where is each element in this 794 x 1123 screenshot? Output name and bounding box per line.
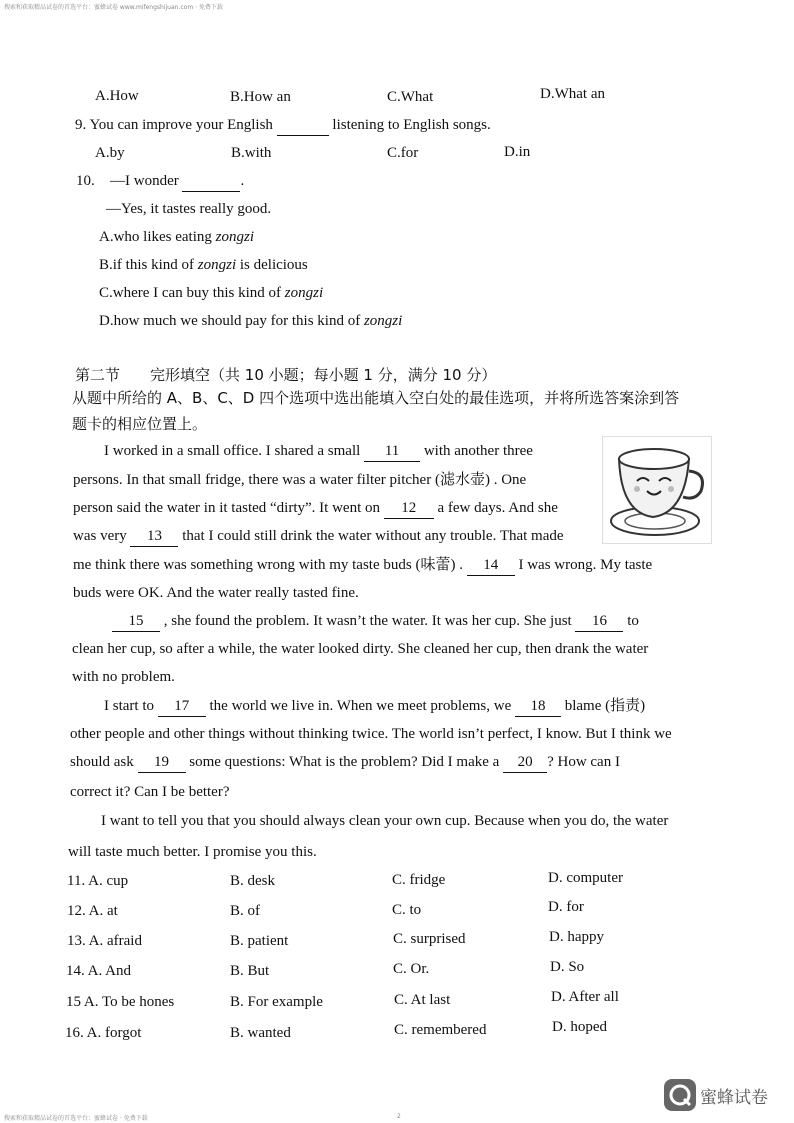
passage-text: the world we live in. When we meet problems, we xyxy=(209,698,512,714)
watermark-logo-icon xyxy=(664,1079,696,1111)
passage-text: me think there was something wrong with my taste buds (味蕾) . xyxy=(73,557,463,573)
passage-line-7 xyxy=(112,611,639,632)
q9-option-d: D.in xyxy=(504,144,531,160)
q10-line2: —Yes, it tastes really good. xyxy=(106,201,272,217)
blank-12: 12 xyxy=(384,498,434,519)
q8-option-c: C.What xyxy=(387,89,434,105)
q8-option-b: B.How an xyxy=(230,89,291,105)
q9-option-b: B.with xyxy=(231,145,272,161)
choice-11-b: B. desk xyxy=(230,873,275,889)
passage-line-6: buds were OK. And the water really tasted fine. xyxy=(73,585,359,601)
watermark-text: 蜜蜂试卷 xyxy=(700,1088,768,1108)
header-note: 搜索和获取精品试卷的首选平台：蜜蜂试卷 www.mifengshijuan.com · 免费下载 xyxy=(4,4,223,11)
choice-15-c: C. At last xyxy=(394,992,451,1008)
q10-option-d-word: zongzi xyxy=(363,313,403,329)
choice-13-b: B. patient xyxy=(230,933,289,949)
passage-line-13: correct it? Can I be better? xyxy=(70,784,230,800)
choice-12-b: B. of xyxy=(230,903,260,919)
q10-option-d xyxy=(99,311,402,331)
q9-blank xyxy=(277,115,329,136)
choice-13-a: 13. A. afraid xyxy=(67,933,142,949)
q10-number: 10. xyxy=(76,173,95,189)
passage-text: I start to xyxy=(104,698,154,714)
passage-text: should ask xyxy=(70,754,134,770)
passage-line-14: I want to tell you that you should always clean your own cup. Because when you do, the water xyxy=(101,813,669,829)
q10-option-b-word: zongzi xyxy=(197,257,237,273)
choice-15-d: D. After all xyxy=(551,989,619,1005)
passage-text: , she found the problem. It wasn’t the water. It was her cup. She just xyxy=(163,613,572,629)
q9-stem-a: 9. You can improve your English xyxy=(75,117,273,133)
blank-14: 14 xyxy=(467,555,515,576)
page-number: 2 xyxy=(397,1113,401,1120)
blank-16: 16 xyxy=(575,611,623,632)
passage-text: some questions: What is the problem? Did I make a xyxy=(189,754,500,770)
blank-15: 15 xyxy=(112,611,160,632)
section-instruction-2: 题卡的相应位置上。 xyxy=(72,415,208,433)
blank-19: 19 xyxy=(138,752,186,773)
q10-option-a xyxy=(99,227,254,247)
passage-line-4 xyxy=(73,526,564,547)
choice-13-c: C. surprised xyxy=(393,931,466,947)
passage-text: to xyxy=(627,613,639,629)
passage-text: person said the water in it tasted “dirty”. It went on xyxy=(73,500,380,516)
q8-option-a: A.How xyxy=(95,88,139,104)
blank-17: 17 xyxy=(158,696,206,717)
passage-line-3 xyxy=(73,498,558,519)
choice-12-d: D. for xyxy=(548,899,584,915)
passage-line-2: persons. In that small fridge, there was a water filter pitcher (滤水壶) . One xyxy=(73,472,527,488)
q9-option-a: A.by xyxy=(95,145,125,161)
q10-option-c xyxy=(99,283,323,303)
section-instruction-1: 从题中所给的 A、B、C、D 四个选项中选出能填入空白处的最佳选项，并将所选答案涂到答 xyxy=(72,389,680,407)
q8-option-d: D.What an xyxy=(540,86,605,102)
choice-16-b: B. wanted xyxy=(230,1025,291,1041)
q10-dot: . xyxy=(240,173,245,189)
passage-line-11: other people and other things without thinking twice. The world isn’t perfect, I know. But I think we xyxy=(70,726,672,742)
q10-option-a-word: zongzi xyxy=(215,229,254,245)
q10-option-b-suffix: is delicious xyxy=(236,257,308,273)
choice-16-c: C. remembered xyxy=(394,1022,487,1038)
section-title: 第二节 完形填空（共 10 小题；每小题 1 分，满分 10 分） xyxy=(75,366,497,384)
q9-stem-b: listening to English songs. xyxy=(332,117,491,133)
passage-text: I worked in a small office. I shared a small xyxy=(104,443,361,459)
passage-line-15: will taste much better. I promise you this. xyxy=(68,844,317,860)
choice-16-d: D. hoped xyxy=(552,1019,607,1035)
choice-16-a: 16. A. forgot xyxy=(65,1025,142,1041)
q9-stem xyxy=(75,115,491,136)
passage-line-5 xyxy=(73,555,652,576)
q10-line1-text: —I wonder xyxy=(110,173,179,189)
footer-note: 搜索和获取精品试卷的首选平台：蜜蜂试卷 · 免费下载 xyxy=(4,1115,148,1122)
choice-15-a: 15 A. To be hones xyxy=(66,994,175,1010)
passage-line-1 xyxy=(104,441,533,462)
q10-blank xyxy=(182,171,240,192)
q10-line1 xyxy=(110,171,244,192)
q10-option-c-word: zongzi xyxy=(284,285,324,301)
passage-line-10 xyxy=(104,696,645,717)
passage-text: ? How can I xyxy=(547,754,620,770)
blank-13: 13 xyxy=(130,526,178,547)
choice-11-a: 11. A. cup xyxy=(67,873,129,889)
passage-text: I was wrong. My taste xyxy=(518,557,653,573)
choice-12-c: C. to xyxy=(392,902,422,918)
q10-option-b xyxy=(99,255,308,275)
q10-option-d-text: D.how much we should pay for this kind of xyxy=(99,313,364,329)
passage-text: was very xyxy=(73,528,127,544)
passage-line-8: clean her cup, so after a while, the water looked dirty. She cleaned her cup, then drank the water xyxy=(72,641,649,657)
passage-text: that I could still drink the water without any trouble. That made xyxy=(182,528,564,544)
teacup-illustration xyxy=(602,436,712,544)
choice-15-b: B. For example xyxy=(230,994,323,1010)
q10-option-b-text: B.if this kind of xyxy=(99,257,198,273)
blank-18: 18 xyxy=(515,696,561,717)
choice-14-a: 14. A. And xyxy=(66,963,132,979)
choice-11-c: C. fridge xyxy=(392,872,446,888)
choice-11-d: D. computer xyxy=(548,870,623,886)
choice-12-a: 12. A. at xyxy=(67,903,118,919)
q9-option-c: C.for xyxy=(387,145,419,161)
choice-14-c: C. Or. xyxy=(393,961,430,977)
passage-text: a few days. And she xyxy=(437,500,558,516)
passage-line-9: with no problem. xyxy=(72,669,175,685)
q10-option-c-text: C.where I can buy this kind of xyxy=(99,285,285,301)
blank-11: 11 xyxy=(364,441,420,462)
passage-text: blame (指责) xyxy=(564,698,646,714)
passage-text: with another three xyxy=(423,443,533,459)
choice-13-d: D. happy xyxy=(549,929,604,945)
choice-14-b: B. But xyxy=(230,963,270,979)
q10-option-a-text: A.who likes eating xyxy=(99,229,216,245)
choice-14-d: D. So xyxy=(550,959,585,975)
blank-20: 20 xyxy=(503,752,547,773)
passage-line-12 xyxy=(70,752,620,773)
